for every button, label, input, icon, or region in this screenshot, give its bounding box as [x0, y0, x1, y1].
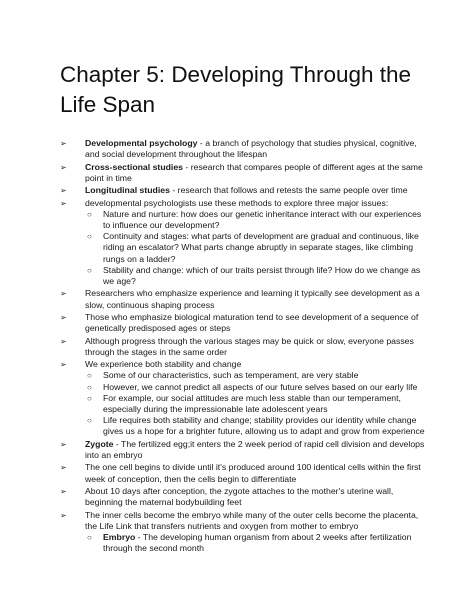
- bullet-arrow-icon: ➢: [60, 312, 67, 322]
- page-title: Chapter 5: Developing Through the Life Span: [60, 62, 412, 117]
- sub-list-item: [85, 370, 430, 381]
- bullet-circle-icon: ○: [87, 416, 92, 426]
- bullet-arrow-icon: ➢: [60, 336, 67, 346]
- list-item: [60, 462, 430, 484]
- bullet-arrow-icon: ➢: [60, 162, 67, 172]
- bullet-arrow-icon: ➢: [60, 510, 67, 520]
- bullet-arrow-icon: ➢: [60, 289, 67, 299]
- sub-item-text: Continuity and stages: what parts of development are gradual and continuous, like riding an escalator? What parts change abruptly in separate stages, like climbing rungs on a ladder?: [103, 231, 419, 264]
- sub-item-text: Stability and change: which of our traits persist through life? How do we change as we age?: [103, 264, 421, 286]
- list-item: [60, 162, 430, 184]
- bullet-arrow-icon: ➢: [60, 439, 67, 449]
- list-item: [60, 439, 430, 461]
- item-text: Those who emphasize biological maturation tend to see development of a sequence of genetically predisposed ages or steps: [85, 311, 419, 334]
- sub-item-text: - The developing human organism from about 2 weeks after fertilization through the second month: [103, 531, 412, 554]
- term: Embryo: [103, 531, 136, 542]
- bullet-circle-icon: ○: [87, 371, 92, 381]
- list-item: [60, 138, 430, 160]
- bullet-arrow-icon: ➢: [60, 186, 67, 196]
- sub-list-item: [85, 393, 430, 415]
- item-text: - research that follows and retests the same people over time: [169, 185, 408, 196]
- sub-item-text: Nature and nurture: how does our genetic inheritance interact with our experiences to influence our development?: [103, 208, 422, 230]
- notes-list: [60, 138, 430, 554]
- item-text: The one cell begins to divide until it's produced around 100 identical cells within the first week of conception, then the cells begin to differentiate: [85, 462, 421, 484]
- sub-list: [85, 370, 430, 437]
- item-text: The inner cells become the embryo while many of the outer cells become the placenta, the Life Link that transfers nutrients and oxygen from mother to embryo: [85, 509, 419, 531]
- sub-item-text: However, we cannot predict all aspects of our future selves based on our early life: [103, 381, 418, 392]
- term: Developmental psychology: [85, 138, 198, 148]
- bullet-circle-icon: ○: [87, 232, 92, 242]
- bullet-circle-icon: ○: [87, 209, 92, 219]
- bullet-arrow-icon: ➢: [60, 486, 67, 496]
- term: Zygote: [85, 438, 114, 449]
- list-item: [60, 312, 430, 334]
- item-text: We experience both stability and change: [85, 359, 242, 370]
- bullet-circle-icon: ○: [87, 532, 92, 542]
- list-item: [60, 198, 430, 288]
- list-item: [60, 486, 430, 508]
- sub-item-text: Some of our characteristics, such as temperament, are very stable: [103, 370, 359, 381]
- list-item: [60, 288, 430, 310]
- item-text: developmental psychologists use these methods to explore three major issues:: [85, 197, 389, 208]
- item-text: Although progress through the various stages may be quick or slow, everyone passes through the stages in the same order: [85, 335, 414, 357]
- bullet-circle-icon: ○: [87, 382, 92, 392]
- sub-list-item: [85, 532, 430, 554]
- sub-list: [85, 209, 430, 287]
- bullet-circle-icon: ○: [87, 393, 92, 403]
- bullet-arrow-icon: ➢: [60, 463, 67, 473]
- sub-list-item: [85, 265, 430, 287]
- sub-list-item: [85, 231, 430, 265]
- bullet-arrow-icon: ➢: [60, 360, 67, 370]
- list-item: [60, 185, 430, 196]
- sub-item-text: For example, our social attitudes are much less stable than our temperament, especially during the impressionable late adolescent years: [103, 392, 401, 414]
- item-text: About 10 days after conception, the zygote attaches to the mother's uterine wall, beginning the maternal bodybuilding feet: [85, 485, 394, 508]
- item-text: - a branch of psychology that studies physical, cognitive, and social development throughout the lifespan: [85, 138, 417, 160]
- bullet-arrow-icon: ➢: [60, 198, 67, 208]
- sub-item-text: Life requires both stability and change; stability provides our identity while change gives us a hope for a brighter future, allowing us to adapt and grow from experience: [103, 415, 425, 437]
- term: Cross-sectional studies: [85, 161, 184, 172]
- sub-list-item: [85, 209, 430, 231]
- item-text: - research that compares people of different ages at the same point in time: [85, 161, 423, 183]
- sub-list: [85, 532, 430, 554]
- bullet-arrow-icon: ➢: [60, 139, 67, 148]
- item-text: Researchers who emphasize experience and learning it typically see development as a slow, continuous shaping process: [85, 288, 420, 310]
- list-item: [60, 359, 430, 437]
- sub-list-item: [85, 415, 430, 437]
- sub-list-item: [85, 382, 430, 393]
- bullet-circle-icon: ○: [87, 265, 92, 275]
- term: Longitudinal studies: [85, 185, 170, 196]
- list-item: [60, 336, 430, 358]
- item-text: - The fertilized egg;it enters the 2 week period of rapid cell division and develops into an embryo: [85, 438, 425, 460]
- list-item: [60, 510, 430, 555]
